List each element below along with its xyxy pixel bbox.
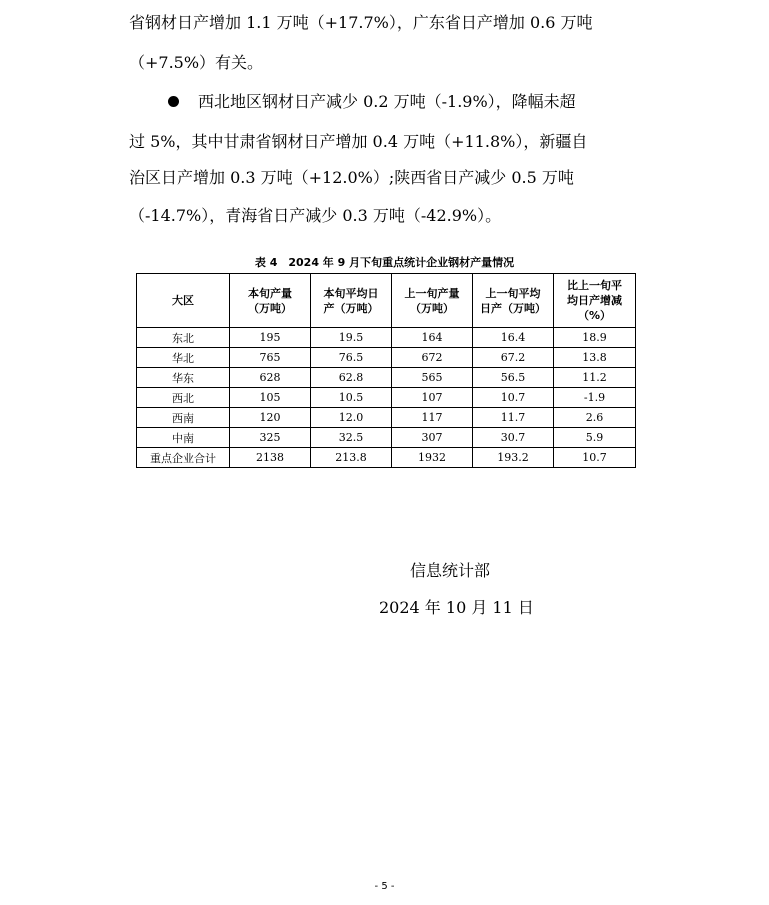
table-header-row — [137, 274, 636, 328]
cell-previous-output: 565 — [392, 368, 473, 388]
cell-previous-output: 164 — [392, 328, 473, 348]
cell-current-output: 628 — [230, 368, 311, 388]
page-number: - 5 - — [374, 881, 395, 892]
cell-daily-change: 13.8 — [554, 348, 636, 368]
paragraph2-line4: （-14.7%），青海省日产减少 0.3 万吨（-42.9%）。 — [129, 206, 502, 225]
header-line: 上一旬平均 — [485, 286, 541, 300]
signature-date: 2024 年 10 月 11 日 — [379, 598, 534, 617]
cell-region: 中南 — [137, 428, 230, 448]
header-line: 本旬平均日 — [323, 286, 379, 300]
table-row — [137, 348, 636, 368]
cell-previous-output: 1932 — [392, 448, 473, 468]
header-line: 日产（万吨） — [480, 301, 546, 315]
table-row — [137, 368, 636, 388]
cell-current-output: 765 — [230, 348, 311, 368]
table-row-total — [137, 448, 636, 468]
cell-region: 东北 — [137, 328, 230, 348]
header-line: 均日产增减 — [567, 294, 622, 307]
table-caption: 表 4 2024 年 9 月下旬重点统计企业钢材产量情况 — [254, 256, 515, 269]
paragraph2-line2: 过 5%，其中甘肃省钢材日产增加 0.4 万吨（+11.8%），新疆自 — [129, 132, 588, 151]
header-daily-change — [554, 274, 636, 328]
cell-previous-daily: 10.7 — [473, 388, 554, 408]
cell-daily-change: 11.2 — [554, 368, 636, 388]
table-row — [137, 388, 636, 408]
header-line: 产（万吨） — [323, 301, 379, 315]
cell-previous-daily: 11.7 — [473, 408, 554, 428]
header-line: 上一旬产量 — [404, 286, 460, 300]
header-line: 大区 — [172, 294, 194, 307]
cell-previous-output: 672 — [392, 348, 473, 368]
cell-previous-daily: 30.7 — [473, 428, 554, 448]
table-row — [137, 408, 636, 428]
cell-previous-output: 107 — [392, 388, 473, 408]
header-line: （万吨） — [410, 301, 454, 315]
cell-region: 西北 — [137, 388, 230, 408]
cell-current-daily: 12.0 — [311, 408, 392, 428]
cell-current-output: 105 — [230, 388, 311, 408]
cell-daily-change: 10.7 — [554, 448, 636, 468]
header-current-output — [230, 274, 311, 328]
header-line: （万吨） — [248, 301, 292, 315]
cell-previous-daily: 193.2 — [473, 448, 554, 468]
steel-output-table — [136, 273, 636, 468]
paragraph1-line1: 省钢材日产增加 1.1 万吨（+17.7%），广东省日产增加 0.6 万吨 — [129, 13, 593, 32]
cell-current-daily: 76.5 — [311, 348, 392, 368]
cell-daily-change: 18.9 — [554, 328, 636, 348]
cell-previous-daily: 56.5 — [473, 368, 554, 388]
cell-current-output: 195 — [230, 328, 311, 348]
cell-region: 西南 — [137, 408, 230, 428]
signature-department: 信息统计部 — [410, 561, 491, 580]
paragraph2-line3: 治区日产增加 0.3 万吨（+12.0%）;陕西省日产减少 0.5 万吨 — [129, 168, 574, 187]
header-current-daily — [311, 274, 392, 328]
cell-region: 华东 — [137, 368, 230, 388]
header-region — [137, 274, 230, 328]
header-line: （%） — [577, 309, 612, 322]
header-previous-daily — [473, 274, 554, 328]
paragraph1-line2: （+7.5%）有关。 — [129, 53, 264, 72]
cell-region: 重点企业合计 — [137, 448, 230, 468]
bullet-icon — [168, 96, 179, 107]
cell-current-daily: 32.5 — [311, 428, 392, 448]
cell-previous-output: 117 — [392, 408, 473, 428]
cell-current-output: 120 — [230, 408, 311, 428]
cell-region: 华北 — [137, 348, 230, 368]
cell-previous-daily: 67.2 — [473, 348, 554, 368]
header-line: 本旬产量 — [248, 286, 292, 300]
cell-current-daily: 19.5 — [311, 328, 392, 348]
cell-daily-change: -1.9 — [554, 388, 636, 408]
cell-previous-output: 307 — [392, 428, 473, 448]
cell-previous-daily: 16.4 — [473, 328, 554, 348]
table-row — [137, 328, 636, 348]
header-line: 比上一旬平 — [567, 279, 622, 292]
header-previous-output — [392, 274, 473, 328]
cell-daily-change: 2.6 — [554, 408, 636, 428]
cell-current-output: 325 — [230, 428, 311, 448]
cell-current-daily: 213.8 — [311, 448, 392, 468]
cell-daily-change: 5.9 — [554, 428, 636, 448]
paragraph2-line1: 西北地区钢材日产减少 0.2 万吨（-1.9%），降幅未超 — [198, 92, 576, 111]
cell-current-output: 2138 — [230, 448, 311, 468]
cell-current-daily: 10.5 — [311, 388, 392, 408]
cell-current-daily: 62.8 — [311, 368, 392, 388]
table-row — [137, 428, 636, 448]
